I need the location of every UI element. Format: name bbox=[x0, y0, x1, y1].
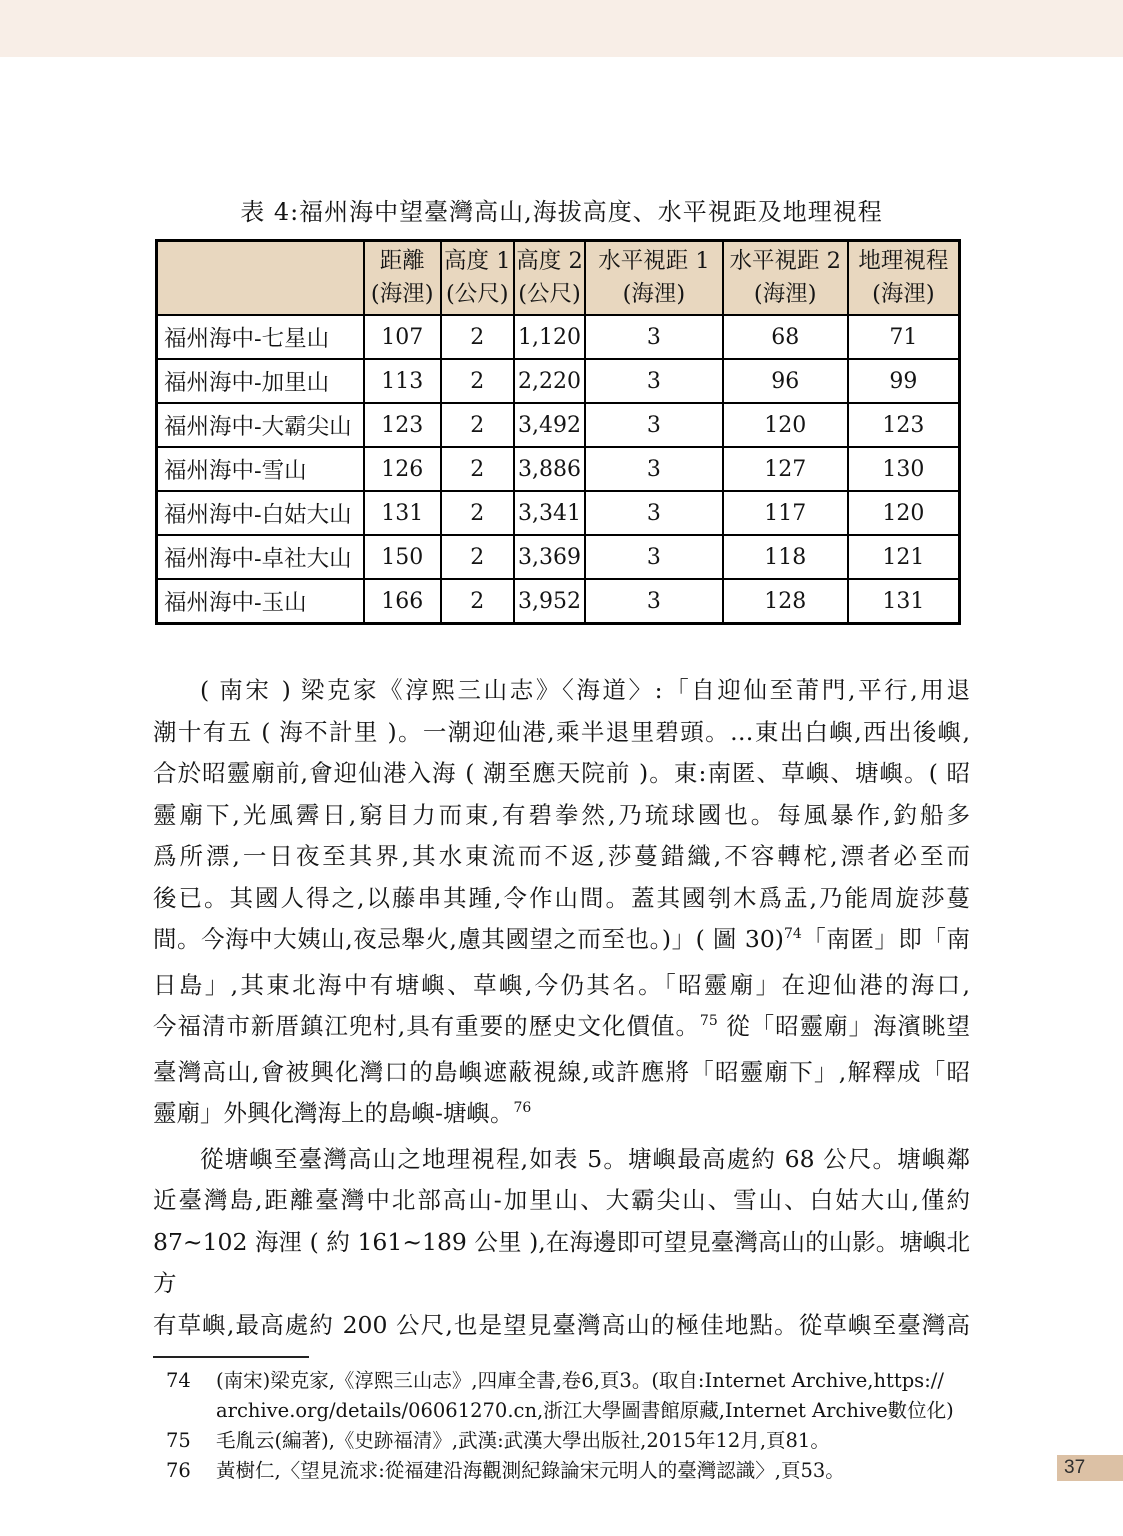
footnote-text bbox=[216, 1456, 973, 1486]
table-body bbox=[157, 315, 960, 624]
mountain-name-cell: 福州海中-七星山 bbox=[157, 315, 364, 359]
header-line2: (海浬) bbox=[370, 281, 434, 307]
footnote bbox=[166, 1426, 973, 1456]
value-cell: 99 bbox=[848, 359, 960, 403]
body-paragraph bbox=[153, 670, 970, 1139]
mountain-name-cell: 福州海中-白姑大山 bbox=[157, 491, 364, 535]
value-cell: 3 bbox=[585, 359, 722, 403]
value-cell: 131 bbox=[848, 579, 960, 624]
value-cell: 117 bbox=[723, 491, 848, 535]
footnote-line: (南宋)梁克家,《淳熙三山志》,四庫全書,卷6,頁3。(取自:Internet Archive,https:// bbox=[216, 1369, 944, 1392]
table-row bbox=[157, 447, 960, 491]
text-line: 間。今海中大姨山,夜忌舉火,慮其國望之而至也。)」( 圖 30)$^{74}$「南匿」即「南 bbox=[153, 925, 970, 953]
value-cell: 3,369 bbox=[514, 535, 585, 579]
text-line: 今福清市新厝鎮江兜村,具有重要的歷史文化價值。$^{75}$ 從「昭靈廟」海濱眺望 bbox=[153, 1012, 970, 1040]
body-text bbox=[153, 670, 970, 1346]
value-cell: 2 bbox=[441, 359, 514, 403]
footnote-marker: 75 bbox=[699, 1013, 718, 1029]
table-header bbox=[157, 241, 960, 316]
table-row bbox=[157, 359, 960, 403]
value-cell: 123 bbox=[364, 403, 441, 447]
value-cell: 1,120 bbox=[514, 315, 585, 359]
page-number: 37 bbox=[1057, 1455, 1123, 1481]
header-line2: (公尺) bbox=[518, 281, 581, 307]
header-line2: (海浬) bbox=[872, 281, 935, 307]
value-cell: 2 bbox=[441, 579, 514, 624]
text-line: 潮十有五 ( 海不計里 )。一潮迎仙港,乘半退里碧頭。…東出白嶼,西出後嶼, bbox=[153, 717, 970, 746]
text-line: 後已。其國人得之,以藤串其踵,令作山間。蓋其國刳木爲盂,乃能周旋莎蔓 bbox=[153, 883, 970, 912]
top-decoration-bar bbox=[0, 0, 1123, 57]
value-cell: 107 bbox=[364, 315, 441, 359]
header-line1: 地理視程 bbox=[858, 248, 949, 274]
body-paragraph bbox=[153, 1139, 970, 1347]
text-line: 臺灣高山,會被興化灣口的島嶼遮蔽視線,或許應將「昭靈廟下」,解釋成「昭 bbox=[153, 1057, 970, 1086]
header-line1: 水平視距 2 bbox=[729, 248, 841, 274]
footnote-line: archive.org/details/06061270.cn,浙江大學圖書館原藏,Internet Archive數位化) bbox=[216, 1399, 954, 1422]
value-cell: 96 bbox=[723, 359, 848, 403]
text-line: 靈廟下,光風霽日,窮目力而東,有碧拳然,乃琉球國也。每風暴作,釣船多 bbox=[153, 800, 970, 829]
table-header-cell bbox=[848, 241, 960, 316]
footnote bbox=[166, 1456, 973, 1486]
value-cell: 2 bbox=[441, 403, 514, 447]
value-cell: 3,492 bbox=[514, 403, 585, 447]
table-header-cell bbox=[364, 241, 441, 316]
value-cell: 166 bbox=[364, 579, 441, 624]
header-line2: (海浬) bbox=[622, 281, 686, 307]
value-cell: 121 bbox=[848, 535, 960, 579]
value-cell: 150 bbox=[364, 535, 441, 579]
text-line: 有草嶼,最高處約 200 公尺,也是望見臺灣高山的極佳地點。從草嶼至臺灣高 bbox=[153, 1310, 970, 1339]
value-cell: 113 bbox=[364, 359, 441, 403]
header-line1: 水平視距 1 bbox=[598, 248, 710, 274]
footnote-text bbox=[216, 1366, 973, 1426]
value-cell: 3 bbox=[585, 579, 722, 624]
footnote-marker: 74 bbox=[783, 926, 802, 942]
header-line1: 高度 1 bbox=[444, 248, 511, 274]
value-cell: 131 bbox=[364, 491, 441, 535]
value-cell: 127 bbox=[723, 447, 848, 491]
mountain-name-cell: 福州海中-雪山 bbox=[157, 447, 364, 491]
header-line2: (海浬) bbox=[753, 281, 817, 307]
value-cell: 120 bbox=[848, 491, 960, 535]
value-cell: 128 bbox=[723, 579, 848, 624]
mountain-name-cell: 福州海中-大霸尖山 bbox=[157, 403, 364, 447]
footnotes bbox=[166, 1366, 973, 1486]
value-cell: 3,952 bbox=[514, 579, 585, 624]
table-row bbox=[157, 403, 960, 447]
value-cell: 3 bbox=[585, 491, 722, 535]
value-cell: 3 bbox=[585, 447, 722, 491]
value-cell: 2 bbox=[441, 315, 514, 359]
table-header-cell bbox=[514, 241, 585, 316]
mountain-name-cell: 福州海中-卓社大山 bbox=[157, 535, 364, 579]
value-cell: 3 bbox=[585, 535, 722, 579]
footnote-separator bbox=[153, 1356, 309, 1358]
text-line: 靈廟」外興化灣海上的島嶼-塘嶼。$^{76}$ bbox=[153, 1099, 532, 1127]
mountain-name-cell: 福州海中-玉山 bbox=[157, 579, 364, 624]
value-cell: 68 bbox=[723, 315, 848, 359]
table-row bbox=[157, 535, 960, 579]
value-cell: 118 bbox=[723, 535, 848, 579]
table-header-row bbox=[157, 241, 960, 316]
value-cell: 3,886 bbox=[514, 447, 585, 491]
footnote-line: 毛胤云(編著),《史跡福清》,武漢:武漢大學出版社,2015年12月,頁81。 bbox=[216, 1429, 830, 1452]
value-cell: 3,341 bbox=[514, 491, 585, 535]
footnote-number: 75 bbox=[166, 1429, 191, 1452]
text-line: 87~102 海浬 ( 約 161~189 公里 ),在海邊即可望見臺灣高山的山影。塘嶼北方 bbox=[153, 1227, 970, 1297]
value-cell: 71 bbox=[848, 315, 960, 359]
footnote-number: 76 bbox=[166, 1459, 191, 1482]
value-cell: 120 bbox=[723, 403, 848, 447]
value-cell: 123 bbox=[848, 403, 960, 447]
table-row bbox=[157, 579, 960, 624]
table-header-cell bbox=[441, 241, 514, 316]
value-cell: 3 bbox=[585, 403, 722, 447]
text-line: 近臺灣島,距離臺灣中北部高山-加里山、大霸尖山、雪山、白姑大山,僅約 bbox=[153, 1186, 970, 1214]
header-line1: 高度 2 bbox=[516, 248, 583, 274]
table-header-cell bbox=[723, 241, 848, 316]
visibility-data-table bbox=[155, 239, 961, 625]
header-line1: 距離 bbox=[379, 248, 425, 274]
text-line: 合於昭靈廟前,會迎仙港入海 ( 潮至應天院前 )。東:南匿、草嶼、塘嶼。( 昭 bbox=[153, 759, 970, 787]
header-line2: (公尺) bbox=[446, 281, 509, 307]
text-line: 爲所漂,一日夜至其界,其水東流而不返,莎蔓錯織,不容轉柁,漂者必至而 bbox=[153, 842, 970, 870]
text-line: 從塘嶼至臺灣高山之地理視程,如表 5。塘嶼最高處約 68 公尺。塘嶼鄰 bbox=[200, 1144, 970, 1173]
footnote-line: 黃樹仁,〈望見流求:從福建沿海觀測紀錄論宋元明人的臺灣認識〉,頁53。 bbox=[216, 1459, 845, 1482]
footnote-marker: 76 bbox=[513, 1100, 532, 1116]
value-cell: 3 bbox=[585, 315, 722, 359]
footnote-number: 74 bbox=[166, 1369, 191, 1392]
table-header-cell bbox=[585, 241, 722, 316]
mountain-name-cell: 福州海中-加里山 bbox=[157, 359, 364, 403]
value-cell: 2 bbox=[441, 447, 514, 491]
table-row bbox=[157, 315, 960, 359]
table-caption: 表 4:福州海中望臺灣高山,海拔高度、水平視距及地理視程 bbox=[240, 198, 883, 226]
footnote bbox=[166, 1366, 973, 1426]
table-header-cell bbox=[157, 241, 364, 316]
value-cell: 2 bbox=[441, 535, 514, 579]
footnote-text bbox=[216, 1426, 973, 1456]
value-cell: 126 bbox=[364, 447, 441, 491]
table-row bbox=[157, 491, 960, 535]
text-line: ( 南宋 ) 梁克家《淳熙三山志》〈海道〉:「自迎仙至莆門,平行,用退 bbox=[200, 676, 970, 704]
value-cell: 130 bbox=[848, 447, 960, 491]
text-line: 日島」,其東北海中有塘嶼、草嶼,今仍其名。「昭靈廟」在迎仙港的海口, bbox=[153, 970, 970, 999]
value-cell: 2,220 bbox=[514, 359, 585, 403]
value-cell: 2 bbox=[441, 491, 514, 535]
